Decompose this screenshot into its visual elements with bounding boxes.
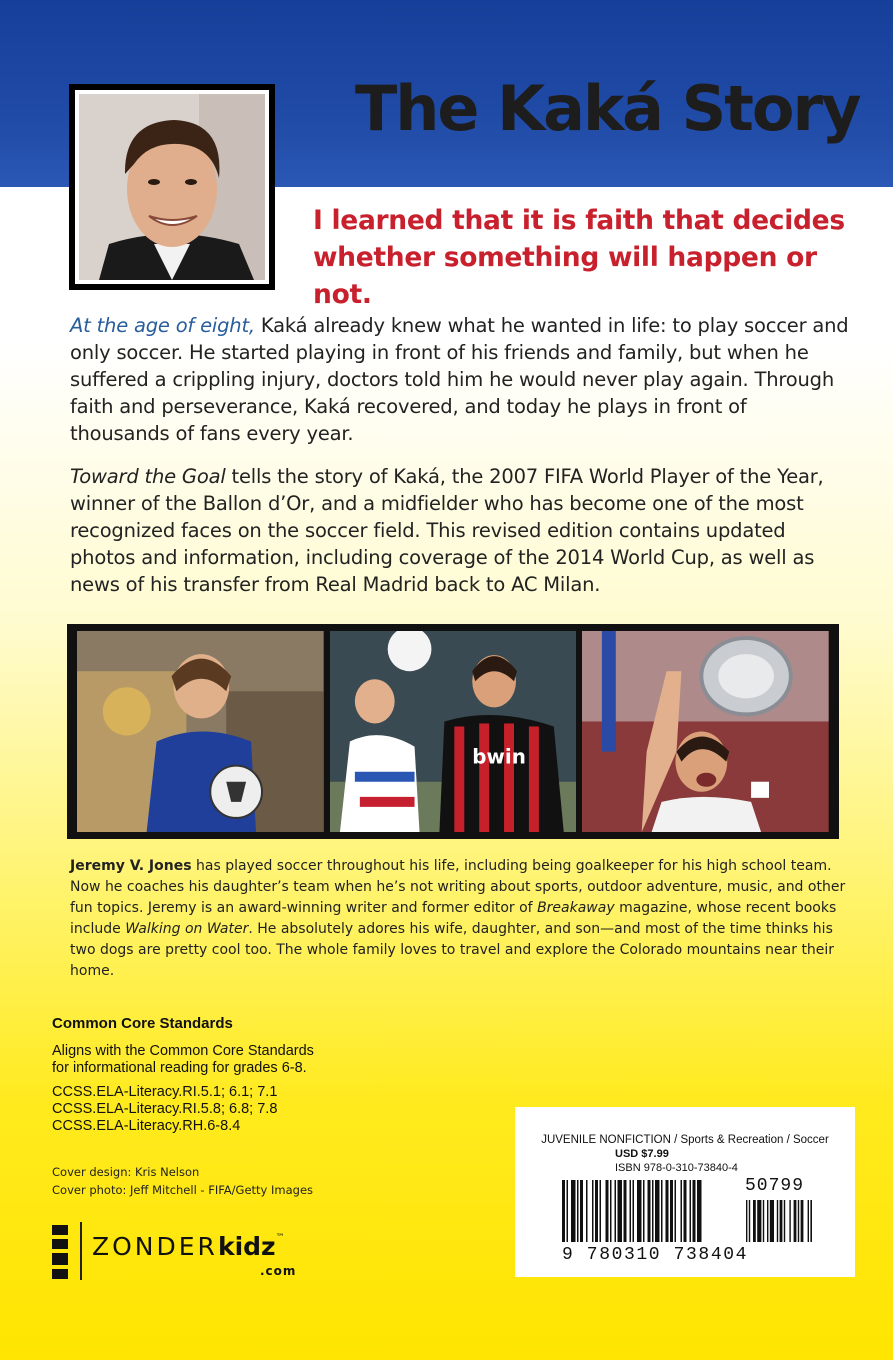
pull-quote: I learned that it is faith that decides whether something will happen or not. xyxy=(313,205,845,310)
zonderkidz-logo xyxy=(52,1222,342,1282)
author-bio-text-2: magazine, whose recent books include xyxy=(70,900,837,937)
isbn-label: ISBN 978-0-310-73840-4 xyxy=(615,1162,738,1174)
photo-ac-milan-match xyxy=(330,631,577,832)
common-core-alignment xyxy=(52,1043,472,1077)
magazine-title: Breakaway xyxy=(537,900,615,916)
book-title-inline: Toward the Goal xyxy=(70,465,226,488)
alignment-line-2: for informational reading for grades 6-8. xyxy=(52,1060,307,1076)
author-name: Jeremy V. Jones xyxy=(70,858,192,874)
price-label: USD $7.99 xyxy=(615,1148,669,1160)
alignment-line-1: Aligns with the Common Core Standards xyxy=(52,1043,314,1059)
logo-divider xyxy=(80,1222,82,1280)
barcode-addon-digits: 50799 xyxy=(745,1176,805,1196)
logo-dotcom: .com xyxy=(260,1264,297,1278)
cover-credits xyxy=(52,1163,432,1199)
trademark-symbol: ™ xyxy=(275,1233,287,1243)
standard-item: CCSS.ELA-Literacy.RI.5.8; 6.8; 7.8 xyxy=(52,1101,278,1117)
photo-childhood xyxy=(77,631,324,832)
recent-book-title: Walking on Water xyxy=(125,921,249,937)
logo-word-kidz: kidz xyxy=(217,1232,276,1261)
standard-item: CCSS.ELA-Literacy.RI.5.1; 6.1; 7.1 xyxy=(52,1084,278,1100)
zonderkidz-mark-icon xyxy=(52,1225,68,1279)
common-core-heading: Common Core Standards xyxy=(52,1015,233,1032)
cover-photo-credit: Cover photo: Jeff Mitchell - FIFA/Getty Images xyxy=(52,1183,314,1197)
standard-item: CCSS.ELA-Literacy.RH.6-8.4 xyxy=(52,1118,241,1134)
description-paragraph-1 xyxy=(70,312,850,447)
author-bio-text-1: has played soccer throughout his life, including being goalkeeper for his high school team. Now he coaches his daughter’s team when he’s not writing about sports, outdoor adventure, music, and other fun topics. Jeremy is an award-winning writer and former editor of xyxy=(70,858,846,916)
author-bio xyxy=(70,856,860,982)
description-paragraph-2 xyxy=(70,463,850,598)
bisac-category: JUVENILE NONFICTION / Sports & Recreation / Soccer xyxy=(541,1134,829,1146)
book-title: The Kaká Story xyxy=(355,72,860,145)
cover-design-credit: Cover design: Kris Nelson xyxy=(52,1165,200,1179)
paragraph-1-text: Kaká already knew what he wanted in life: to play soccer and only soccer. He started playing in front of his friends and family, but when he suffered a crippling injury, doctors told him he would never play again. Through faith and perseverance, Kaká recovered, and today he plays in front of thousands of fans every year. xyxy=(70,314,849,445)
barcode-digits: 9 780310 738404 xyxy=(562,1245,749,1265)
author-bio-text-3: . He absolutely adores his wife, daughter, and son—and most of the time thinks his two dogs are pretty cool too. The whole family loves to travel and explore the Colorado mountains near their home. xyxy=(70,921,835,979)
barcode-panel xyxy=(515,1107,855,1277)
photo-trophy-celebration xyxy=(582,631,829,832)
jersey-sponsor-text: bwin xyxy=(471,744,526,769)
paragraph-2-text: tells the story of Kaká, the 2007 FIFA World Player of the Year, winner of the Ballon d’Or, and a midfielder who has become one of the most recognized faces on the soccer field. This revised edition contains updated photos and information, including coverage of the 2014 World Cup, as well as news of his transfer from Real Madrid back to AC Milan. xyxy=(70,465,824,596)
author-portrait-frame xyxy=(69,84,275,290)
lead-phrase: At the age of eight, xyxy=(70,314,255,337)
logo-wordmark xyxy=(92,1234,287,1259)
kaka-portrait-image xyxy=(79,94,265,280)
standards-list xyxy=(52,1084,472,1135)
common-core-section xyxy=(52,1015,472,1135)
logo-word-zonder: ZONDER xyxy=(92,1232,218,1261)
photo-strip xyxy=(67,624,839,839)
